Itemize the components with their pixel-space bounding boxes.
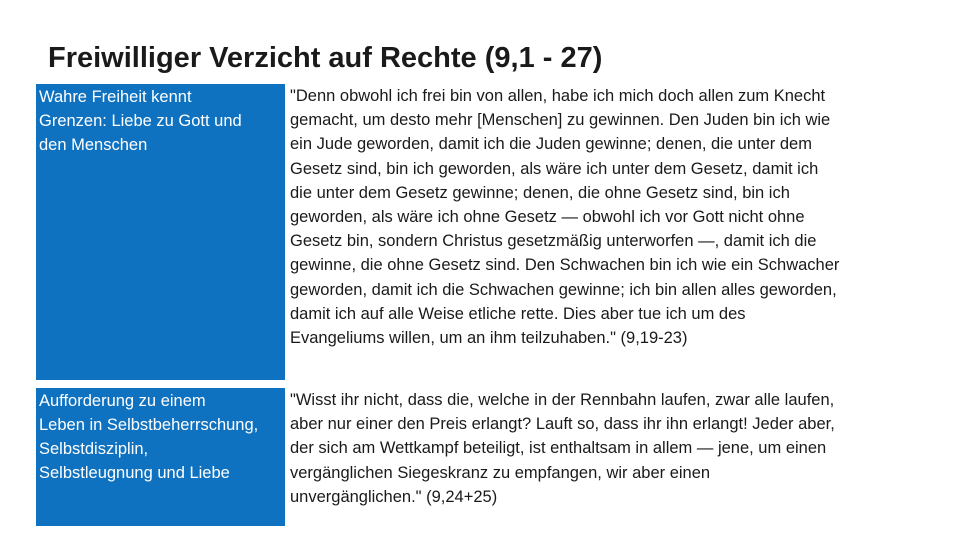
quote-line: die unter dem Gesetz gewinne; denen, die ohne Gesetz sind, bin ich	[290, 183, 790, 202]
quote-line: "Denn obwohl ich frei bin von allen, habe ich mich doch allen zum Knecht	[290, 87, 826, 105]
row-label-cell	[36, 84, 285, 380]
label-line: Selbstdisziplin,	[39, 440, 149, 458]
quote-line: der sich am Wettkampf beteiligt, ist enthaltsam in allem — jene, um einen	[290, 439, 827, 458]
table-row	[36, 84, 920, 380]
quote-text-cell	[290, 84, 920, 350]
quote-line: Evangeliums willen, um an ihm teilzuhaben." (9,19-23)	[290, 329, 688, 348]
quote-line: "Wisst ihr nicht, dass die, welche in der Rennbahn laufen, zwar alle laufen,	[290, 391, 835, 409]
row-label-cell	[36, 388, 285, 526]
label-line: Aufforderung zu einem	[39, 392, 206, 410]
quote-line: Gesetz sind, bin ich geworden, als wäre ich unter dem Gesetz, damit ich	[290, 159, 819, 178]
quote-line: geworden, als wäre ich ohne Gesetz — obwohl ich vor Gott nicht ohne	[290, 208, 805, 227]
quote-line: geworden, damit ich die Schwachen gewinne; ich bin allen alles geworden,	[290, 280, 837, 299]
quote-line: Gesetz bin, sondern Christus gesetzmäßig unterworfen —, damit ich die	[290, 232, 817, 251]
quote-line: damit ich auf alle Weise etliche rette. Dies aber tue ich um des	[290, 304, 746, 323]
table-row	[36, 388, 920, 526]
slide-title: Freiwilliger Verzicht auf Rechte (9,1 - 27)	[48, 42, 603, 74]
quote-line: aber nur einer den Preis erlangt? Lauft so, dass ihr ihn erlangt! Jeder aber,	[290, 415, 835, 434]
label-line: Selbstleugnung und Liebe	[39, 464, 230, 482]
label-line: Leben in Selbstbeherrschung,	[39, 416, 259, 434]
label-line: Wahre Freiheit kennt	[39, 88, 192, 106]
label-line: Grenzen: Liebe zu Gott und	[39, 112, 242, 130]
quote-line: ein Jude geworden, damit ich die Juden gewinne; denen, die unter dem	[290, 135, 812, 154]
quote-line: unvergänglichen." (9,24+25)	[290, 487, 498, 506]
label-line: den Menschen	[39, 136, 148, 154]
quote-line: vergänglichen Siegeskranz zu empfangen, wir aber einen	[290, 463, 711, 482]
quote-line: gewinne, die ohne Gesetz sind. Den Schwachen bin ich wie ein Schwacher	[290, 256, 840, 275]
quote-text-cell	[290, 388, 920, 509]
quote-line: gemacht, um desto mehr [Menschen] zu gewinnen. Den Juden bin ich wie	[290, 111, 831, 130]
